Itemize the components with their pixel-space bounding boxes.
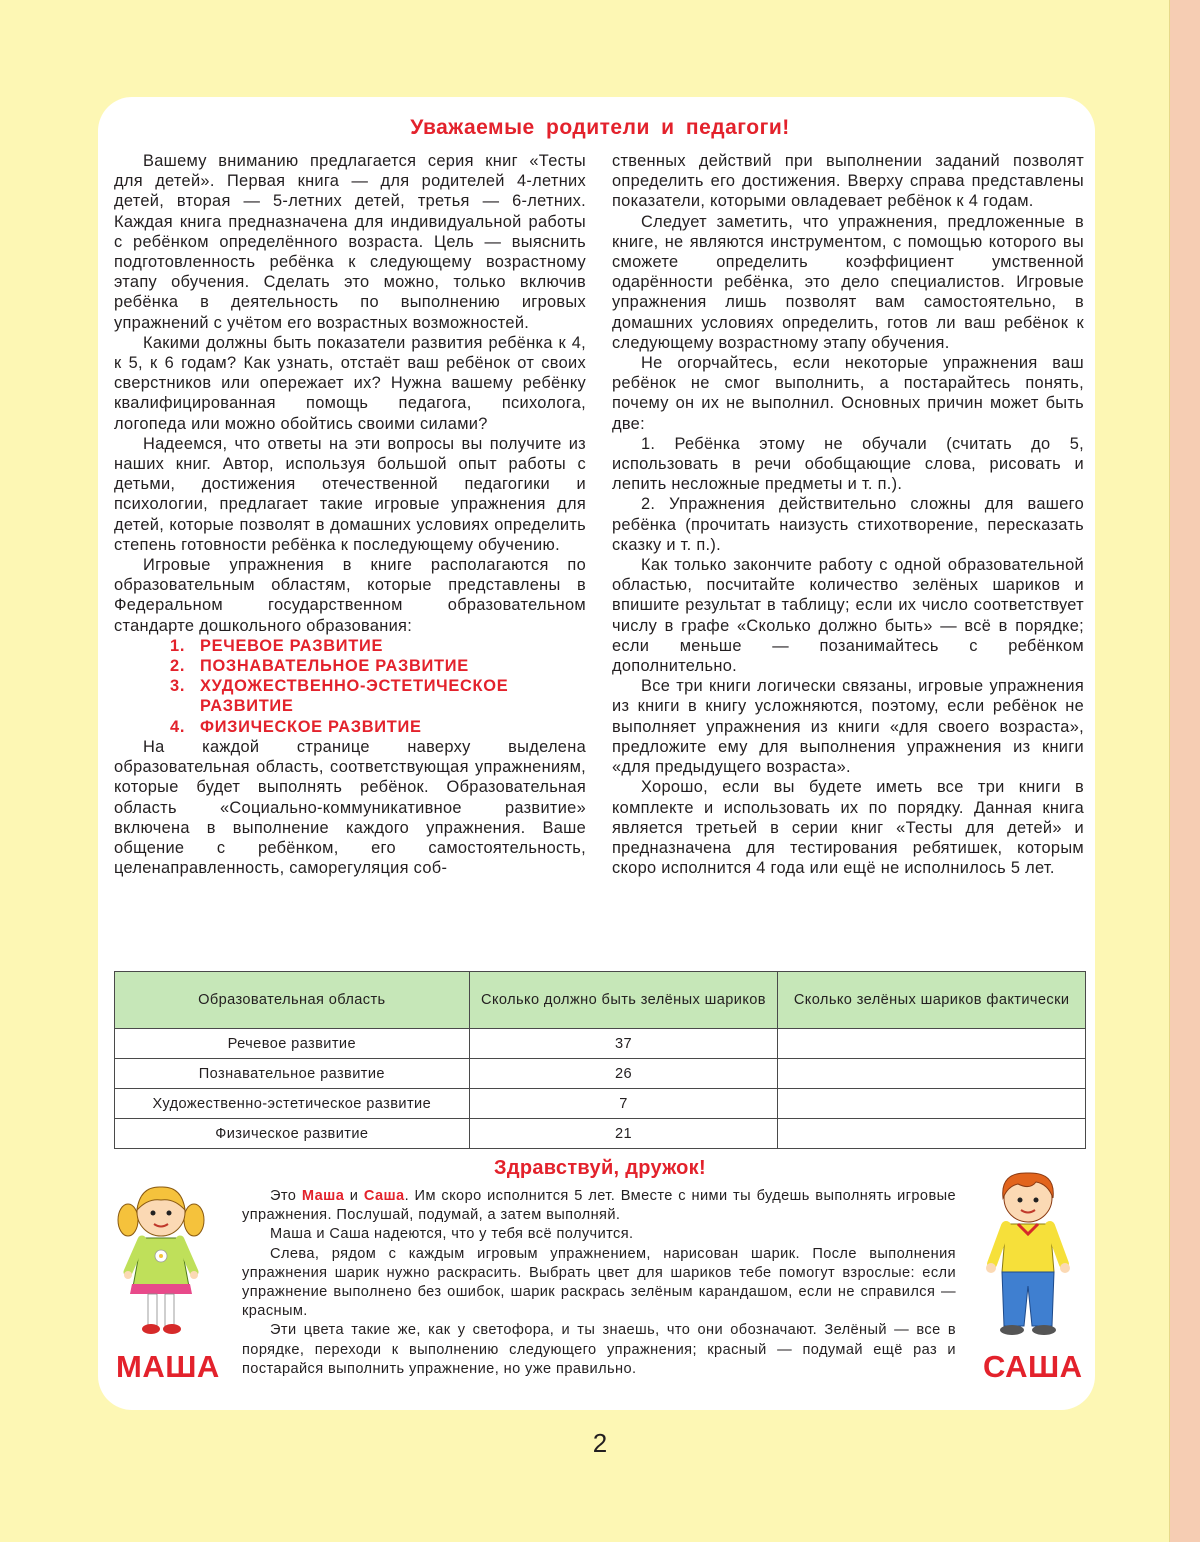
table-cell-area: Речевое развитие (115, 1029, 470, 1059)
greeting-paragraph: Эти цвета такие же, как у светофора, и ты знаешь, что они обозначают. Зелёный — все в порядке, переходи к выполнению следующего упражнения; красный — подумай ещё раз и постарайся выполнить упражнение, но уже правильно. (242, 1322, 956, 1377)
table-header-expected: Сколько должно быть зелёных шариков (469, 972, 778, 1029)
greeting-paragraph: Маша и Саша надеются, что у тебя всё получится. (270, 1226, 634, 1243)
intro-paragraph: Хорошо, если вы будете иметь все три книги в комплекте и использовать их по порядку. Данная книга является третьей в серии книг «Тесты для детей» и предназначена для тестирования ребятишек, которым скоро исполнится 4 года или ещё не исполнилось 5 лет. (612, 778, 1084, 878)
table-cell-actual[interactable] (778, 1059, 1086, 1089)
list-item-label: ХУДОЖЕСТВЕННО-ЭСТЕТИЧЕСКОЕ РАЗВИТИЕ (200, 677, 509, 716)
table-cell-expected: 21 (469, 1119, 778, 1149)
list-item-number: 4. (170, 717, 186, 736)
greeting-paragraph: Слева, рядом с каждым игровым упражнением, нарисован шарик. После выполнения упражнения шарик нужно раскрасить. Выбрать цвет для шариков тебе помогут взрослые: если упражнение выполнено без ошибок, шарик раскрась зелёным карандашом, если не справился — красным. (242, 1245, 956, 1320)
page-title: Уважаемые родители и педагоги! (410, 116, 790, 139)
table-row (115, 1059, 1086, 1089)
table-header-row (115, 972, 1086, 1029)
right-column (612, 151, 1084, 878)
table-row (115, 1029, 1086, 1059)
sasha-illustration-icon (978, 1168, 1078, 1340)
table-cell-area: Художественно-эстетическое развитие (115, 1089, 470, 1119)
masha-name-label: МАША (116, 1349, 220, 1384)
intro-paragraph: Вашему вниманию предлагается серия книг «Тесты для детей». Первая книга — для родителей 4-летних детей, вторая — 5-летних детей, третья — 6-летних. Каждая книга предназначена для индивидуальной работы с ребёнком определённого возраста. Цель — выяснить подготовленность ребёнка к следующему возрастному этапу обучения. Сделать это можно, только включив ребёнка в деятельность по выполнению игровых упражнений с учётом его возрастных возможностей. (114, 152, 586, 332)
intro-paragraph: Не огорчайтесь, если некоторые упражнения ваш ребёнок не смог выполнить, а постарайтесь понять, почему он их не выполнил. Основных причин может быть две: (612, 354, 1084, 433)
intro-paragraph: ственных действий при выполнении заданий позволят определить его достижения. Вверху справа представлены показатели, которыми овладевает ребёнок к 4 годам. (612, 152, 1084, 211)
intro-paragraph: Надеемся, что ответы на эти вопросы вы получите из наших книг. Автор, используя большой опыт работы с детьми, достижения отечественной педагогики и психологии, предлагает такие игровые упражнения для детей, которые позволят в домашних условиях определить степень готовности ребёнка к последующему обучению. (114, 434, 586, 554)
intro-paragraph: На каждой странице наверху выделена образовательная область, соответствующая упражнениям, которые будет выполнять ребёнок. Образовательная область «Социально-коммуникативное развитие» включена в выполнение каждого упражнения. Ваше общение с ребёнком, его самостоятельность, целенаправленность, саморегуляция соб- (114, 737, 586, 878)
table-header-area: Образовательная область (115, 972, 470, 1029)
text-segment: и (344, 1188, 364, 1204)
sasha-highlight: Саша (363, 1188, 405, 1204)
table-cell-area: Физическое развитие (115, 1119, 470, 1149)
table-cell-expected: 37 (469, 1029, 778, 1059)
intro-paragraph: Как только закончите работу с одной образовательной областью, посчитайте количество зелёных шариков и впишите результат в таблицу; если их число соответствует числу в графе «Сколько должно быть» — всё в порядке; если меньше — позанимайтесь с ребёнком дополнительно. (612, 556, 1084, 676)
list-item (170, 717, 586, 737)
intro-paragraph: Следует заметить, что упражнения, предложенные в книге, не являются инструментом, с помощью которого вы сможете определить коэффициент умственной одарённости ребёнка, это дело специалистов. Игровые упражнения лишь позволят вам самостоятельно, в домашних условиях определить, готов ли ваш ребёнок к следующему возрастному этапу обучения. (612, 212, 1084, 352)
greeting-paragraph (242, 1187, 956, 1225)
table-cell-actual[interactable] (778, 1029, 1086, 1059)
masha-illustration-icon (116, 1180, 206, 1340)
intro-paragraph: Игровые упражнения в книге располагаются по образовательным областям, которые представлены в Федеральном государственном образовательном стандарте дошкольного образования: (114, 556, 586, 635)
table-cell-expected: 26 (469, 1059, 778, 1089)
greeting-text (242, 1187, 956, 1379)
table-cell-actual[interactable] (778, 1089, 1086, 1119)
intro-paragraph: Все три книги логически связаны, игровые упражнения из книги в книгу усложняются, поэтому, если ребёнок не выполняет упражнения из книги «для своего возраста», предложите ему для выполнения упражнения из книги «для предыдущего возраста». (612, 677, 1084, 777)
table-header-actual: Сколько зелёных шариков фактически (778, 972, 1086, 1029)
page-number: 2 (592, 1428, 608, 1458)
side-strip (1170, 0, 1200, 1542)
results-table (114, 971, 1086, 1149)
sasha-name-label: САША (983, 1349, 1083, 1384)
list-item-number: 1. (170, 636, 186, 655)
intro-paragraph: Какими должны быть показатели развития ребёнка к 4, к 5, к 6 годам? Как узнать, отстаёт ваш ребёнок от своих сверстников или опережает их? Нужна вашему ребёнку квалифицированная помощь педагога, психолога, логопеда или можно обойтись своими силами? (114, 333, 586, 433)
list-item (170, 656, 586, 676)
left-column (114, 151, 586, 878)
education-areas-list (114, 636, 586, 737)
masha-highlight: Маша (301, 1188, 345, 1204)
list-item-number: 2. (170, 657, 186, 676)
table-row (115, 1119, 1086, 1149)
table-cell-expected: 7 (469, 1089, 778, 1119)
table-row (115, 1089, 1086, 1119)
text-segment: Это (270, 1188, 302, 1204)
table-cell-actual[interactable] (778, 1119, 1086, 1149)
list-item-label: РЕЧЕВОЕ РАЗВИТИЕ (200, 636, 384, 655)
text-segment: . Им скоро исполнится 5 лет. Вместе с ними ты будешь выполнять игровые упражнения. Послушай, подумай, а затем выполняй. (242, 1188, 956, 1224)
list-item-label: ПОЗНАВАТЕЛЬНОЕ РАЗВИТИЕ (200, 657, 469, 676)
list-item-label: ФИЗИЧЕСКОЕ РАЗВИТИЕ (200, 717, 422, 736)
list-item (170, 676, 586, 716)
table-cell-area: Познавательное развитие (115, 1059, 470, 1089)
greeting-title: Здравствуй, дружок! (494, 1157, 706, 1179)
intro-paragraph: 1. Ребёнка этому не обучали (считать до 5, использовать в речи обобщающие слова, рисовать и лепить несложные предметы и т. п.). (612, 434, 1084, 494)
list-item-number: 3. (170, 677, 186, 696)
intro-paragraph: 2. Упражнения действительно сложны для вашего ребёнка (прочитать наизусть стихотворение, пересказать сказку и т. п.). (612, 495, 1084, 554)
list-item (170, 636, 586, 656)
